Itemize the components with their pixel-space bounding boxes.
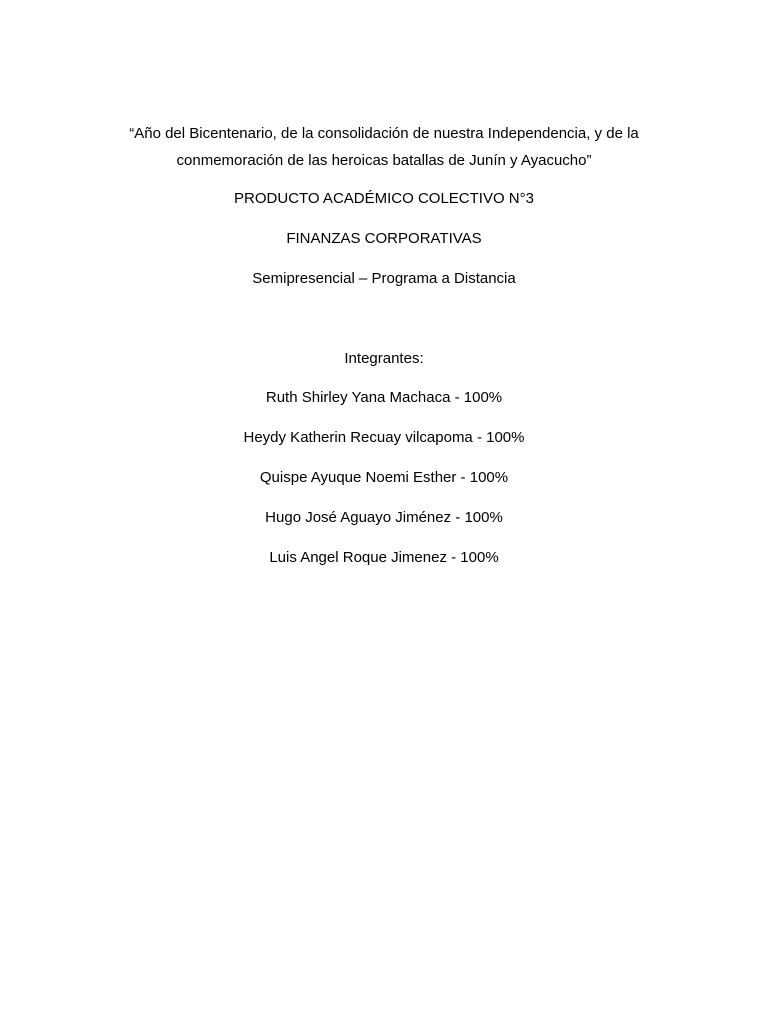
modality-text: Semipresencial – Programa a Distancia: [252, 270, 516, 287]
member-item: Heydy Katherin Recuay vilcapoma - 100%: [243, 429, 525, 446]
member-item: Hugo José Aguayo Jiménez - 100%: [265, 509, 503, 526]
product-title: PRODUCTO ACADÉMICO COLECTIVO N°3: [234, 190, 534, 207]
motto-line-1: “Año del Bicentenario, de la consolidación de nuestra Independencia, y de la: [129, 125, 639, 142]
member-item: Ruth Shirley Yana Machaca - 100%: [265, 389, 503, 406]
members-label: Integrantes:: [344, 350, 424, 367]
course-name: FINANZAS CORPORATIVAS: [286, 230, 482, 247]
member-item: Quispe Ayuque Noemi Esther - 100%: [259, 469, 509, 486]
member-item: Luis Angel Roque Jimenez - 100%: [269, 549, 499, 566]
motto-line-2: conmemoración de las heroicas batallas de Junín y Ayacucho”: [176, 152, 592, 169]
